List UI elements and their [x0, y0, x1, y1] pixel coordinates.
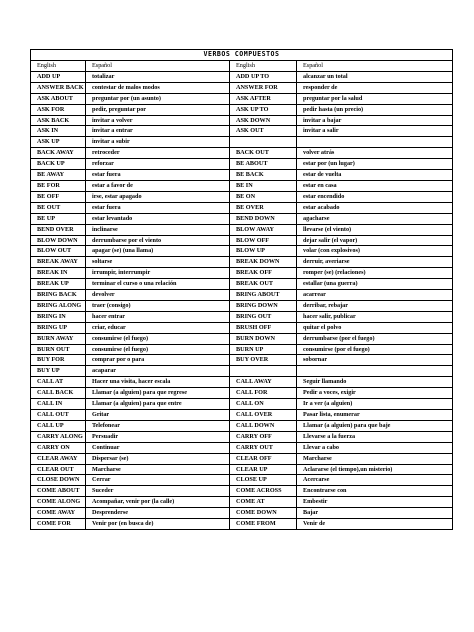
table-row [31, 442, 453, 453]
verb-spanish-1: retroceder [86, 148, 230, 159]
verb-spanish-1: traer (consigo) [86, 300, 230, 311]
verb-spanish-1: comprar por o para [86, 355, 230, 366]
verb-english-2: CALL ON [230, 399, 297, 410]
verb-english-1: BURN AWAY [31, 333, 86, 344]
verb-spanish-1: Continuar [86, 442, 230, 453]
verb-spanish-1: preguntar por (un asunto) [86, 93, 230, 104]
verb-english-1: CARRY ON [31, 442, 86, 453]
verb-english-1: BRING BACK [31, 290, 86, 301]
table-row [31, 202, 453, 213]
table-row [31, 213, 453, 224]
verb-english-2: BE ABOUT [230, 159, 297, 170]
verb-spanish-1: pedir, preguntar por [86, 104, 230, 115]
table-row [31, 71, 453, 82]
header-row [31, 61, 453, 72]
verb-spanish-2: romper (se) (relaciones) [297, 268, 453, 279]
verb-english-1: BUY FOR [31, 355, 86, 366]
verb-spanish-2: Embestir [297, 497, 453, 508]
verb-spanish-2: volver atrás [297, 148, 453, 159]
verb-spanish-2: derruir, averiarse [297, 257, 453, 268]
verb-english-2: BRING OUT [230, 311, 297, 322]
verb-english-2: BURN DOWN [230, 333, 297, 344]
table-row [31, 366, 453, 377]
verb-spanish-1: totalizar [86, 71, 230, 82]
verb-english-2: CALL AWAY [230, 377, 297, 388]
verb-spanish-1: hacer entrar [86, 311, 230, 322]
verb-spanish-2: estar por (un lugar) [297, 159, 453, 170]
table-row [31, 377, 453, 388]
verb-spanish-1: Venir por (en busca de) [86, 519, 230, 530]
title-row [31, 50, 453, 61]
verb-english-2: CARRY OUT [230, 442, 297, 453]
verb-english-2: COME AT [230, 497, 297, 508]
table-row [31, 399, 453, 410]
verb-english-1: CLOSE DOWN [31, 475, 86, 486]
verb-english-2: BE IN [230, 180, 297, 191]
verb-spanish-1: derrumbarse por el viento [86, 235, 230, 246]
verb-english-2: BREAK DOWN [230, 257, 297, 268]
verb-spanish-2: consumirse (por el fuego) [297, 344, 453, 355]
verb-spanish-1: estar levantado [86, 213, 230, 224]
verb-spanish-1: contestar de malos modos [86, 82, 230, 93]
verb-english-1: BRING ALONG [31, 300, 86, 311]
verb-english-2: CLEAR UP [230, 464, 297, 475]
verb-spanish-2: Bajar [297, 508, 453, 519]
verb-spanish-1: Llamar (a alguien) para que regrese [86, 388, 230, 399]
verb-spanish-2: estallar (una guerra) [297, 279, 453, 290]
verb-spanish-2 [297, 137, 453, 148]
table-row [31, 300, 453, 311]
table-row [31, 388, 453, 399]
table-row [31, 235, 453, 246]
verb-english-1: ASK IN [31, 126, 86, 137]
verb-spanish-1: Desprenderse [86, 508, 230, 519]
table-row [31, 148, 453, 159]
verb-spanish-2: Llamar (a alguien) para que baje [297, 420, 453, 431]
verb-english-2 [230, 137, 297, 148]
verb-spanish-2: preguntar por la salud [297, 93, 453, 104]
verb-spanish-2: Seguir llamando [297, 377, 453, 388]
verb-english-2: ASK OUT [230, 126, 297, 137]
verb-english-2: ASK UP TO [230, 104, 297, 115]
table-row [31, 497, 453, 508]
table-row [31, 279, 453, 290]
table-row [31, 257, 453, 268]
verb-english-1: BE UP [31, 213, 86, 224]
verbs-table-body [31, 50, 453, 530]
verb-spanish-1: Cerrar [86, 475, 230, 486]
verb-spanish-1: Acompañar, venir por (la calle) [86, 497, 230, 508]
verb-spanish-1: terminar el curso o una relación [86, 279, 230, 290]
table-row [31, 93, 453, 104]
table-row [31, 191, 453, 202]
verb-spanish-1: reforzar [86, 159, 230, 170]
table-row [31, 311, 453, 322]
verb-english-1: ASK BACK [31, 115, 86, 126]
table-row [31, 246, 453, 257]
verb-english-1: BE OUT [31, 202, 86, 213]
table-row [31, 115, 453, 126]
verb-english-1: ADD UP [31, 71, 86, 82]
verb-spanish-2: acarrear [297, 290, 453, 301]
verb-spanish-1: consumirse (el fuego) [86, 344, 230, 355]
table-row [31, 333, 453, 344]
verb-english-1: CALL UP [31, 420, 86, 431]
verb-english-2: BE OVER [230, 202, 297, 213]
verb-english-1: BACK UP [31, 159, 86, 170]
verb-english-1: CALL OUT [31, 410, 86, 421]
verb-english-2: ASK DOWN [230, 115, 297, 126]
verb-spanish-2: Acercarse [297, 475, 453, 486]
table-row [31, 464, 453, 475]
verb-spanish-2: sobornar [297, 355, 453, 366]
table-row [31, 322, 453, 333]
verb-english-2: COME DOWN [230, 508, 297, 519]
verb-spanish-2: pedir hasta (un precio) [297, 104, 453, 115]
header-spanish-1: Español [86, 61, 230, 72]
verb-spanish-2: invitar a bajar [297, 115, 453, 126]
verb-english-2: BRUSH OFF [230, 322, 297, 333]
verb-spanish-1: devolver [86, 290, 230, 301]
verb-spanish-2: Venir de [297, 519, 453, 530]
table-row [31, 344, 453, 355]
verb-spanish-2: estar de vuelta [297, 170, 453, 181]
verb-english-2: BEND DOWN [230, 213, 297, 224]
verb-spanish-1: invitar a subir [86, 137, 230, 148]
table-row [31, 475, 453, 486]
verb-english-2: COME FROM [230, 519, 297, 530]
verb-spanish-2: derrumbarse (por el fuego) [297, 333, 453, 344]
verb-spanish-1: acaparar [86, 366, 230, 377]
verb-spanish-2: dejar salir (el vapor) [297, 235, 453, 246]
verb-english-1: BRING IN [31, 311, 86, 322]
verb-spanish-1: Persuadir [86, 431, 230, 442]
verb-english-1: BE OFF [31, 191, 86, 202]
table-row [31, 420, 453, 431]
verb-english-2: BREAK OUT [230, 279, 297, 290]
verb-english-2: CALL OVER [230, 410, 297, 421]
verb-english-1: CALL BACK [31, 388, 86, 399]
verb-english-2: BRING DOWN [230, 300, 297, 311]
verb-english-1: CLEAR OUT [31, 464, 86, 475]
verb-english-1: BRING UP [31, 322, 86, 333]
verb-spanish-1: apagar (se) (una llama) [86, 246, 230, 257]
verb-spanish-1: Gritar [86, 410, 230, 421]
verb-spanish-1: Marcharse [86, 464, 230, 475]
table-row [31, 355, 453, 366]
verb-english-1: BREAK AWAY [31, 257, 86, 268]
verb-spanish-1: Suceder [86, 486, 230, 497]
verb-spanish-1: estar fuera [86, 202, 230, 213]
verb-english-2: CALL DOWN [230, 420, 297, 431]
verb-english-2: BLOW AWAY [230, 224, 297, 235]
table-row [31, 137, 453, 148]
verb-english-2: BREAK OFF [230, 268, 297, 279]
verbs-table [30, 49, 453, 530]
verb-english-1: BE AWAY [31, 170, 86, 181]
header-english-2: English [230, 61, 297, 72]
verb-english-1: ANSWER BACK [31, 82, 86, 93]
table-title: VERBOS COMPUESTOS [203, 50, 280, 59]
verb-english-2: BE ON [230, 191, 297, 202]
verb-spanish-2: agacharse [297, 213, 453, 224]
verb-english-1: CARRY ALONG [31, 431, 86, 442]
table-row [31, 159, 453, 170]
verb-spanish-1: Telefonear [86, 420, 230, 431]
verb-english-2: COME ACROSS [230, 486, 297, 497]
table-row [31, 431, 453, 442]
table-row [31, 508, 453, 519]
header-spanish-2: Español [297, 61, 453, 72]
verb-spanish-2: Pedir a voces, exigir [297, 388, 453, 399]
verb-spanish-1: Dispersar (se) [86, 453, 230, 464]
title-cell [31, 50, 453, 61]
verb-english-1: ASK ABOUT [31, 93, 86, 104]
verb-spanish-2: llevarse (el viento) [297, 224, 453, 235]
table-row [31, 290, 453, 301]
verb-english-1: BE FOR [31, 180, 86, 191]
verb-spanish-2: Llevar a cabo [297, 442, 453, 453]
verb-english-1: BREAK UP [31, 279, 86, 290]
table-row [31, 82, 453, 93]
verb-english-1: COME ALONG [31, 497, 86, 508]
verb-english-2: BRING ABOUT [230, 290, 297, 301]
table-row [31, 126, 453, 137]
verb-english-1: BLOW DOWN [31, 235, 86, 246]
verb-english-2: CLEAR OFF [230, 453, 297, 464]
verb-english-2: BACK OUT [230, 148, 297, 159]
verb-english-2 [230, 366, 297, 377]
verb-spanish-2: volar (con explosivos) [297, 246, 453, 257]
verb-english-1: CLEAR AWAY [31, 453, 86, 464]
table-row [31, 410, 453, 421]
verb-spanish-2: quitar el polvo [297, 322, 453, 333]
verb-english-1: BUY UP [31, 366, 86, 377]
verb-english-2: ADD UP TO [230, 71, 297, 82]
verb-english-1: CALL AT [31, 377, 86, 388]
verb-spanish-2 [297, 366, 453, 377]
table-row [31, 224, 453, 235]
verb-english-1: BLOW OUT [31, 246, 86, 257]
verb-spanish-2: Llevarse a la fuerza [297, 431, 453, 442]
verb-english-1: ASK FOR [31, 104, 86, 115]
table-row [31, 519, 453, 530]
verb-english-2: BUY OVER [230, 355, 297, 366]
verb-spanish-1: Llamar (a alguien) para que entre [86, 399, 230, 410]
verb-spanish-2: estar en casa [297, 180, 453, 191]
table-row [31, 170, 453, 181]
verb-spanish-2: estar acabado [297, 202, 453, 213]
verb-spanish-1: Hacer una visita, hacer escala [86, 377, 230, 388]
table-row [31, 453, 453, 464]
verb-english-2: BE BACK [230, 170, 297, 181]
verb-english-2: BLOW OFF [230, 235, 297, 246]
verb-english-1: COME AWAY [31, 508, 86, 519]
table-row [31, 180, 453, 191]
verb-spanish-2: Marcharse [297, 453, 453, 464]
verb-english-1: BREAK IN [31, 268, 86, 279]
verb-spanish-2: Aclararse (el tiempo),un misterio) [297, 464, 453, 475]
verb-spanish-1: irrumpir, interrumpir [86, 268, 230, 279]
table-row [31, 486, 453, 497]
verb-english-2: ASK AFTER [230, 93, 297, 104]
verb-spanish-2: derribar, rebajar [297, 300, 453, 311]
verb-spanish-2: estar encendido [297, 191, 453, 202]
verb-spanish-1: inclinarse [86, 224, 230, 235]
header-english-1: English [31, 61, 86, 72]
verb-spanish-1: irse, estar apagado [86, 191, 230, 202]
verb-english-2: ANSWER FOR [230, 82, 297, 93]
verb-spanish-2: Pasar lista, enumerar [297, 410, 453, 421]
verb-spanish-2: Ir a ver (a alguien) [297, 399, 453, 410]
verb-spanish-2: responder de [297, 82, 453, 93]
verb-spanish-2: invitar a salir [297, 126, 453, 137]
verb-spanish-1: consumirse (el fuego) [86, 333, 230, 344]
verb-english-1: CALL IN [31, 399, 86, 410]
verb-english-1: BURN OUT [31, 344, 86, 355]
verb-english-2: CALL FOR [230, 388, 297, 399]
verb-english-2: CLOSE UP [230, 475, 297, 486]
verb-spanish-1: soltarse [86, 257, 230, 268]
verb-english-1: BACK AWAY [31, 148, 86, 159]
verb-spanish-1: invitar a entrar [86, 126, 230, 137]
verb-english-2: CARRY OFF [230, 431, 297, 442]
verb-spanish-2: Encontrarse con [297, 486, 453, 497]
verb-english-1: BEND OVER [31, 224, 86, 235]
verb-spanish-1: criar, educar [86, 322, 230, 333]
verb-spanish-2: alcanzar un total [297, 71, 453, 82]
verb-spanish-1: estar a favor de [86, 180, 230, 191]
verb-spanish-2: hacer salir, publicar [297, 311, 453, 322]
verb-english-1: ASK UP [31, 137, 86, 148]
table-row [31, 268, 453, 279]
verb-spanish-1: invitar a volver [86, 115, 230, 126]
verb-english-1: COME FOR [31, 519, 86, 530]
verb-english-2: BURN UP [230, 344, 297, 355]
table-row [31, 104, 453, 115]
verb-english-1: COME ABOUT [31, 486, 86, 497]
verb-spanish-1: estar fuera [86, 170, 230, 181]
verb-english-2: BLOW UP [230, 246, 297, 257]
